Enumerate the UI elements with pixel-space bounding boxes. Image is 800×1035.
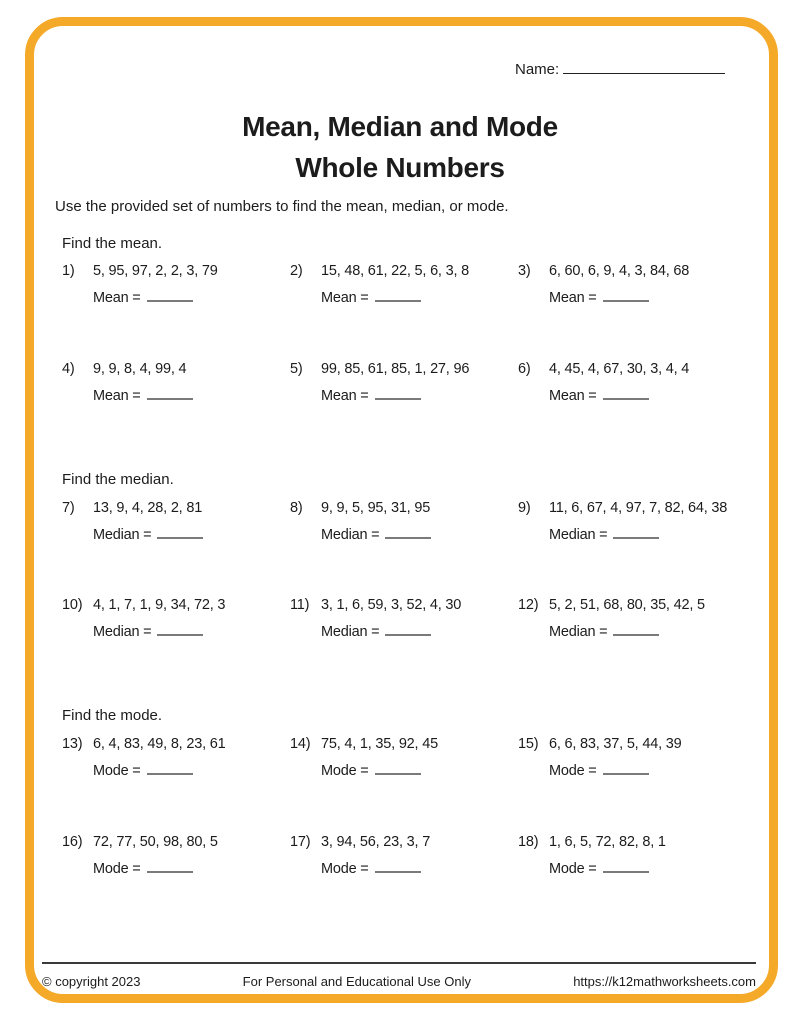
answer-blank — [385, 526, 431, 539]
title-line-1: Mean, Median and Mode — [242, 111, 558, 142]
number-set: 9, 9, 5, 95, 31, 95 — [321, 500, 431, 516]
problem-2 — [290, 263, 518, 306]
problem-number: 2) — [290, 263, 303, 279]
problem-number: 13) — [62, 736, 83, 752]
answer-label: Median = — [93, 624, 152, 640]
problem-number: 16) — [62, 834, 83, 850]
problem-4 — [62, 361, 290, 404]
answer-blank — [375, 289, 421, 302]
problem-number: 14) — [290, 736, 311, 752]
problem-number: 7) — [62, 500, 75, 516]
answer-blank — [147, 860, 193, 873]
problem-13 — [62, 736, 290, 779]
answer-label: Mean = — [321, 290, 369, 306]
problem-number: 1) — [62, 263, 75, 279]
answer-blank — [375, 860, 421, 873]
answer-label: Median = — [321, 624, 380, 640]
problem-row — [62, 834, 746, 877]
footer-url: https://k12mathworksheets.com — [573, 974, 756, 989]
answer-blank — [375, 762, 421, 775]
number-set: 72, 77, 50, 98, 80, 5 — [93, 834, 218, 850]
section-heading-median: Find the median. — [62, 471, 174, 488]
answer-blank — [613, 623, 659, 636]
problem-1 — [62, 263, 290, 306]
number-set: 4, 45, 4, 67, 30, 3, 4, 4 — [549, 361, 690, 377]
problem-6 — [518, 361, 746, 404]
problem-10 — [62, 597, 290, 640]
problem-17 — [290, 834, 518, 877]
problem-number: 4) — [62, 361, 75, 377]
answer-blank — [385, 623, 431, 636]
number-set: 9, 9, 8, 4, 99, 4 — [93, 361, 187, 377]
problem-8 — [290, 500, 518, 543]
problem-9 — [518, 500, 746, 543]
answer-blank — [147, 762, 193, 775]
answer-label: Mean = — [549, 388, 597, 404]
problem-7 — [62, 500, 290, 543]
page-title — [0, 106, 800, 188]
problem-row — [62, 597, 746, 640]
footer-copyright: © copyright 2023 — [42, 974, 141, 989]
problem-number: 5) — [290, 361, 303, 377]
problem-number: 10) — [62, 597, 83, 613]
title-line-2: Whole Numbers — [295, 152, 505, 183]
number-set: 6, 6, 83, 37, 5, 44, 39 — [549, 736, 682, 752]
answer-blank — [157, 623, 203, 636]
footer-usage-note: For Personal and Educational Use Only — [242, 974, 472, 989]
answer-label: Mode = — [93, 861, 141, 877]
section-heading-mode: Find the mode. — [62, 707, 163, 724]
problem-number: 18) — [518, 834, 539, 850]
answer-label: Mean = — [321, 388, 369, 404]
name-row — [515, 60, 725, 78]
answer-label: Median = — [93, 527, 152, 543]
problem-number: 8) — [290, 500, 303, 516]
answer-label: Mode = — [321, 861, 369, 877]
answer-label: Median = — [549, 624, 608, 640]
number-set: 13, 9, 4, 28, 2, 81 — [93, 500, 203, 516]
footer — [42, 962, 756, 989]
answer-label: Mean = — [93, 290, 141, 306]
number-set: 4, 1, 7, 1, 9, 34, 72, 3 — [93, 597, 226, 613]
answer-blank — [375, 387, 421, 400]
problem-5 — [290, 361, 518, 404]
number-set: 5, 2, 51, 68, 80, 35, 42, 5 — [549, 597, 705, 613]
answer-blank — [157, 526, 203, 539]
answer-label: Median = — [549, 527, 608, 543]
problem-number: 9) — [518, 500, 531, 516]
answer-label: Mean = — [549, 290, 597, 306]
number-set: 99, 85, 61, 85, 1, 27, 96 — [321, 361, 470, 377]
problem-number: 11) — [290, 597, 310, 613]
name-label: Name: — [515, 61, 560, 78]
problem-12 — [518, 597, 746, 640]
number-set: 1, 6, 5, 72, 82, 8, 1 — [549, 834, 666, 850]
answer-label: Median = — [321, 527, 380, 543]
problem-11 — [290, 597, 518, 640]
number-set: 3, 1, 6, 59, 3, 52, 4, 30 — [321, 597, 462, 613]
problem-row — [62, 736, 746, 779]
problem-number: 15) — [518, 736, 539, 752]
number-set: 15, 48, 61, 22, 5, 6, 3, 8 — [321, 263, 469, 279]
problem-row — [62, 361, 746, 404]
answer-blank — [603, 762, 649, 775]
answer-label: Mode = — [549, 763, 597, 779]
problem-16 — [62, 834, 290, 877]
number-set: 3, 94, 56, 23, 3, 7 — [321, 834, 431, 850]
problem-number: 17) — [290, 834, 311, 850]
answer-blank — [613, 526, 659, 539]
problem-row — [62, 500, 746, 543]
answer-label: Mode = — [93, 763, 141, 779]
problem-row — [62, 263, 746, 306]
problem-number: 3) — [518, 263, 531, 279]
answer-blank — [147, 387, 193, 400]
instruction-text: Use the provided set of numbers to find the mean, median, or mode. — [55, 198, 509, 215]
name-blank — [563, 60, 725, 74]
number-set: 11, 6, 67, 4, 97, 7, 82, 64, 38 — [549, 500, 728, 516]
answer-label: Mean = — [93, 388, 141, 404]
section-heading-mean: Find the mean. — [62, 235, 163, 252]
number-set: 6, 4, 83, 49, 8, 23, 61 — [93, 736, 226, 752]
problem-15 — [518, 736, 746, 779]
problem-number: 12) — [518, 597, 539, 613]
answer-blank — [603, 289, 649, 302]
answer-blank — [147, 289, 193, 302]
problem-3 — [518, 263, 746, 306]
answer-blank — [603, 860, 649, 873]
number-set: 5, 95, 97, 2, 2, 3, 79 — [93, 263, 218, 279]
problem-14 — [290, 736, 518, 779]
answer-label: Mode = — [321, 763, 369, 779]
answer-blank — [603, 387, 649, 400]
number-set: 6, 60, 6, 9, 4, 3, 84, 68 — [549, 263, 690, 279]
problem-number: 6) — [518, 361, 531, 377]
answer-label: Mode = — [549, 861, 597, 877]
number-set: 75, 4, 1, 35, 92, 45 — [321, 736, 438, 752]
problem-18 — [518, 834, 746, 877]
